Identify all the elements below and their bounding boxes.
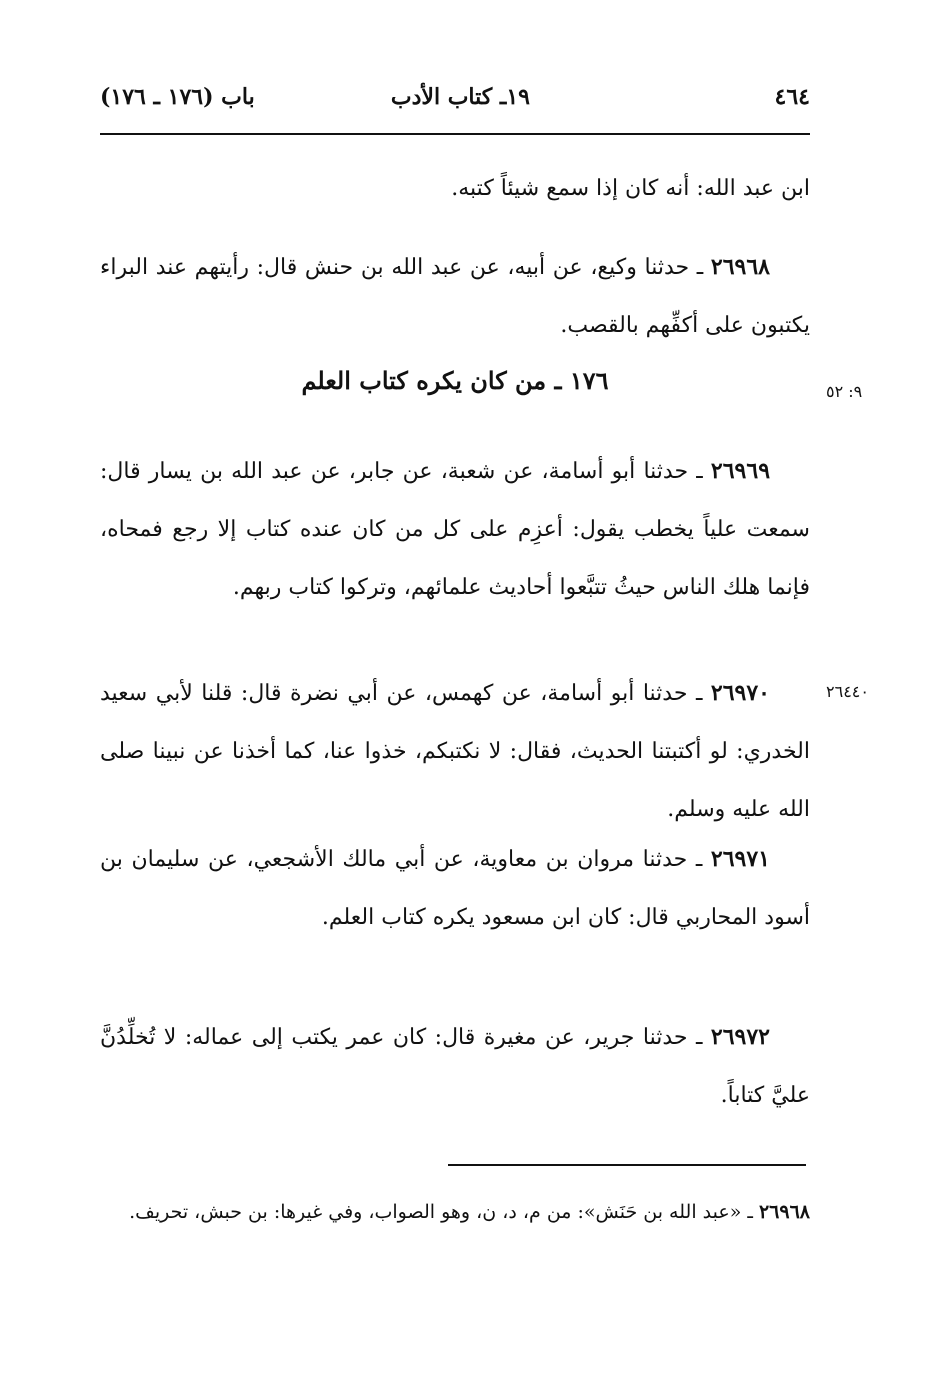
hadith-text: ـ حدثنا أبو أسامة، عن كهمس، عن أبي نضرة قال: قلنا لأبي سعيد الخدري: لو أكتبتنا الحديث، فقال: لا نكتبكم، خذوا عنا، كما أخذنا عن نبينا صلى الله عليه وسلم.: [100, 681, 810, 822]
footnote-text: ـ «عبد الله بن حَنَش»: من م، د، ن، وهو الصواب، وفي غيرها: بن حبش، تحريف.: [129, 1201, 753, 1223]
hadith-text: ـ حدثنا وكيع، عن أبيه، عن عبد الله بن حنش قال: رأيتهم عند البراء يكتبون على أكفِّهم بالقصب.: [100, 255, 810, 338]
running-header: [100, 84, 810, 124]
hadith-26970: [100, 664, 810, 839]
hadith-26971: [100, 830, 810, 947]
hadith-26972: [100, 1008, 810, 1125]
hadith-26968: [100, 238, 810, 355]
header-divider: [100, 133, 810, 135]
hadith-number: ٢٦٩٦٨: [710, 254, 770, 280]
chapter-range: باب (١٧٦ ـ ١٧٦): [100, 84, 255, 110]
footnote: [100, 1190, 810, 1234]
footnote-divider: [448, 1164, 806, 1166]
continuation-text: ابن عبد الله: أنه كان إذا سمع شيئاً كتبه.: [451, 176, 810, 201]
footnote-number: ٢٦٩٦٨: [758, 1201, 810, 1223]
hadith-margin-reference: ٢٦٤٤٠: [826, 682, 869, 701]
book-title: ١٩ـ كتاب الأدب: [390, 84, 530, 110]
hadith-number: ٢٦٩٧٢: [710, 1024, 770, 1050]
chapter-margin-reference: ٩: ٥٢: [826, 382, 863, 401]
page-number: ٤٦٤: [774, 84, 810, 110]
hadith-number: ٢٦٩٧١: [710, 846, 770, 872]
chapter-heading: ١٧٦ ـ من كان يكره كتاب العلم: [301, 366, 609, 395]
hadith-number: ٢٦٩٦٩: [710, 458, 771, 484]
hadith-26969: [100, 442, 810, 617]
hadith-text: ـ حدثنا جرير، عن مغيرة قال: كان عمر يكتب إلى عماله: لا تُخلِّدُنَّ عليَّ كتاباً.: [100, 1025, 810, 1108]
hadith-text: ـ حدثنا مروان بن معاوية، عن أبي مالك الأشجعي، عن سليمان بن أسود المحاربي قال: كان ابن مسعود يكره كتاب العلم.: [100, 847, 810, 930]
hadith-text: ـ حدثنا أبو أسامة، عن شعبة، عن جابر، عن عبد الله بن يسار قال: سمعت علياً يخطب يقول: أعزِم على كل من كان عنده كتاب إلا رجع فمحاه، فإنما هلك الناس حيثُ تتبَّعوا أحاديث علمائهم، وتركوا كتاب ربهم.: [100, 459, 810, 600]
continuation-paragraph: [100, 160, 810, 218]
hadith-number: ٢٦٩٧٠: [710, 680, 770, 706]
